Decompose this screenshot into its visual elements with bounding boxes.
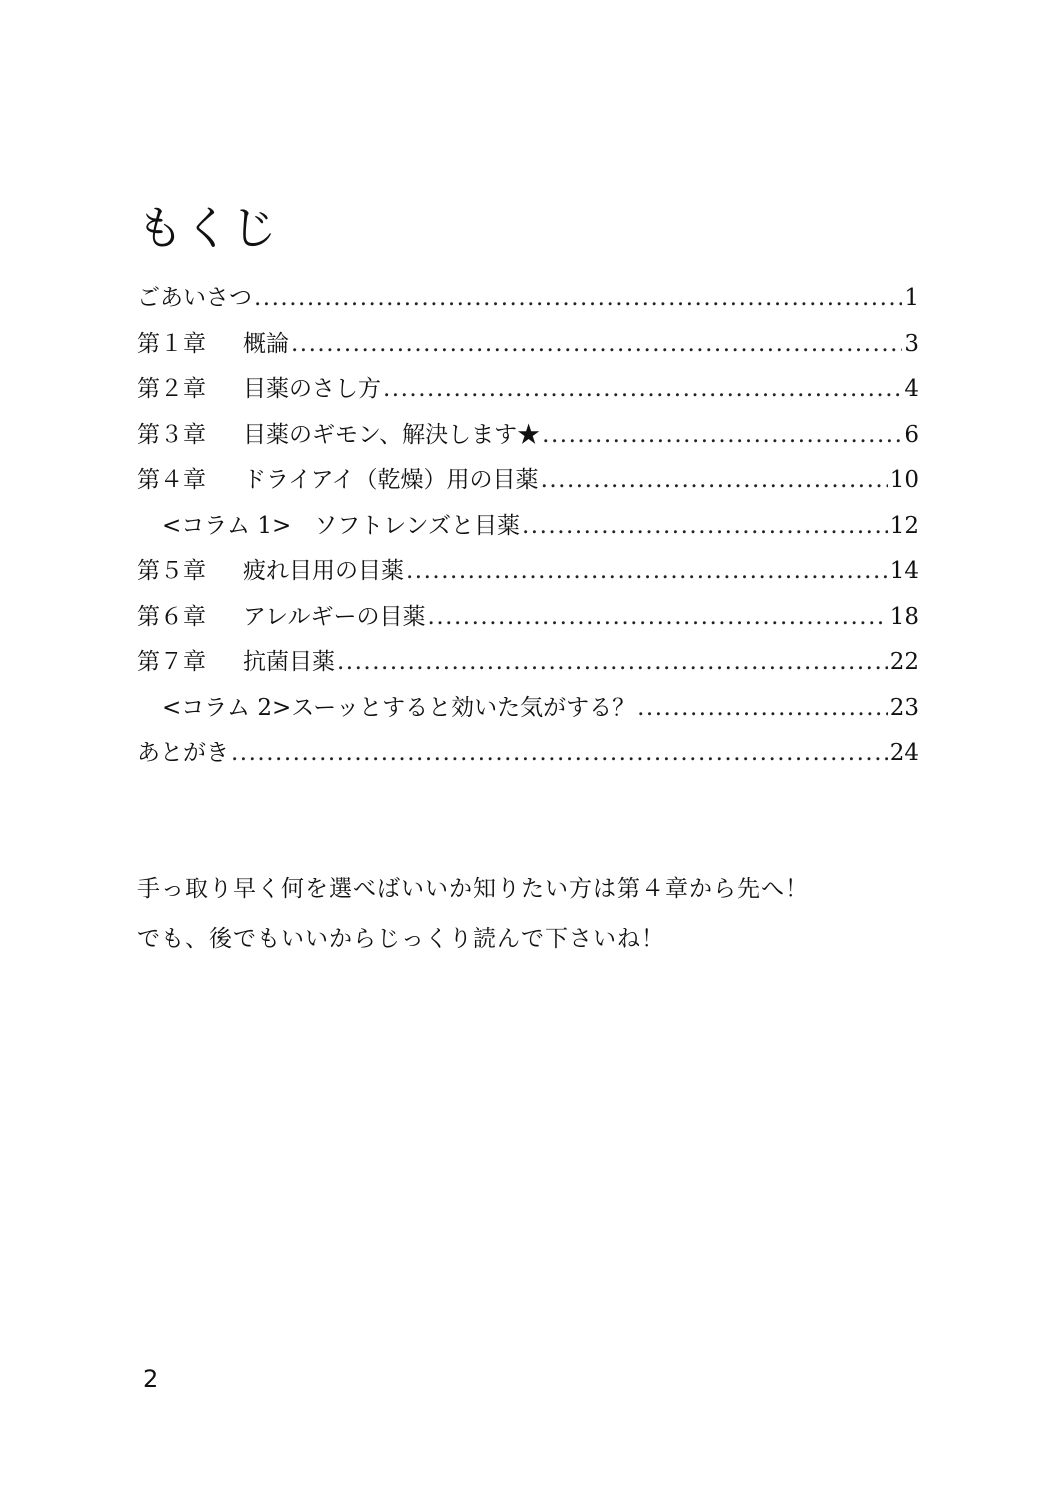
toc-entry-chapter: 第１章 [137, 330, 206, 357]
toc-entry-page: 6 [904, 421, 919, 448]
toc-entry-chapter-7 [137, 640, 919, 686]
toc-entry-chapter: 第５章 [137, 558, 206, 584]
toc-entry-label: <コラム 1> ソフトレンズと目薬 [162, 512, 520, 539]
toc-entry-page: 3 [904, 330, 919, 357]
toc-entry-label: ごあいさつ [137, 285, 252, 311]
toc-entry-page: 18 [889, 603, 919, 630]
reader-note-line-2: でも、後でもいいからじっくり読んで下さいね！ [137, 926, 665, 952]
toc-entry-label: アレルギーの目薬 [243, 603, 426, 630]
toc-dot-leader [406, 549, 888, 594]
toc-title: もくじ [137, 201, 278, 255]
toc-entry-chapter-5 [137, 549, 919, 595]
toc-entry-label: 疲れ目用の目薬 [243, 558, 404, 584]
toc-entry-page: 12 [889, 512, 919, 539]
toc-entry-chapter: 第７章 [137, 649, 206, 675]
toc-entry-column-2 [137, 686, 919, 732]
toc-entry-label: 概論 [243, 330, 289, 357]
toc-entry-page: 14 [889, 558, 919, 584]
reader-note [137, 864, 937, 964]
page-number: 2 [143, 1365, 159, 1393]
toc-dot-leader [428, 595, 888, 640]
toc-entry-page: 22 [889, 649, 919, 675]
table-of-contents [137, 276, 919, 777]
toc-entry-label: <コラム 2>スーッとすると効いた気がする？ [162, 694, 636, 721]
toc-dot-leader [541, 458, 888, 503]
toc-dot-leader [291, 322, 902, 367]
toc-entry-chapter-6 [137, 595, 919, 641]
toc-entry-afterword [137, 731, 919, 777]
toc-entry-chapter-2 [137, 367, 919, 413]
toc-dot-leader [254, 276, 902, 321]
toc-entry-page: 10 [889, 467, 919, 493]
toc-dot-leader [337, 640, 888, 685]
toc-entry-column-1 [137, 504, 919, 550]
toc-entry-page: 24 [889, 740, 919, 766]
toc-entry-page: 4 [904, 376, 919, 402]
toc-entry-chapter-4 [137, 458, 919, 504]
toc-dot-leader [637, 686, 888, 731]
toc-entry-chapter-3 [137, 413, 919, 459]
toc-entry-chapter: 第６章 [137, 603, 206, 630]
toc-dot-leader [231, 731, 888, 776]
toc-dot-leader [522, 504, 888, 549]
toc-dot-leader [542, 413, 902, 458]
toc-entry-label: あとがき [137, 740, 229, 766]
reader-note-line-1: 手っ取り早く何を選べばいいか知りたい方は第４章から先へ！ [137, 876, 809, 902]
toc-entry-chapter: 第３章 [137, 421, 206, 448]
toc-entry-greeting [137, 276, 919, 322]
toc-entry-chapter: 第４章 [137, 467, 206, 493]
toc-entry-chapter: 第２章 [137, 376, 206, 402]
toc-entry-page: 23 [889, 694, 919, 721]
toc-entry-label: 抗菌目薬 [243, 649, 335, 675]
toc-dot-leader [383, 367, 902, 412]
toc-entry-chapter-1 [137, 322, 919, 368]
toc-entry-label: 目薬のさし方 [243, 376, 381, 402]
toc-entry-label: ドライアイ（乾燥）用の目薬 [243, 467, 539, 493]
toc-entry-label: 目薬のギモン、解決します★ [243, 421, 541, 448]
toc-entry-page: 1 [904, 285, 919, 311]
